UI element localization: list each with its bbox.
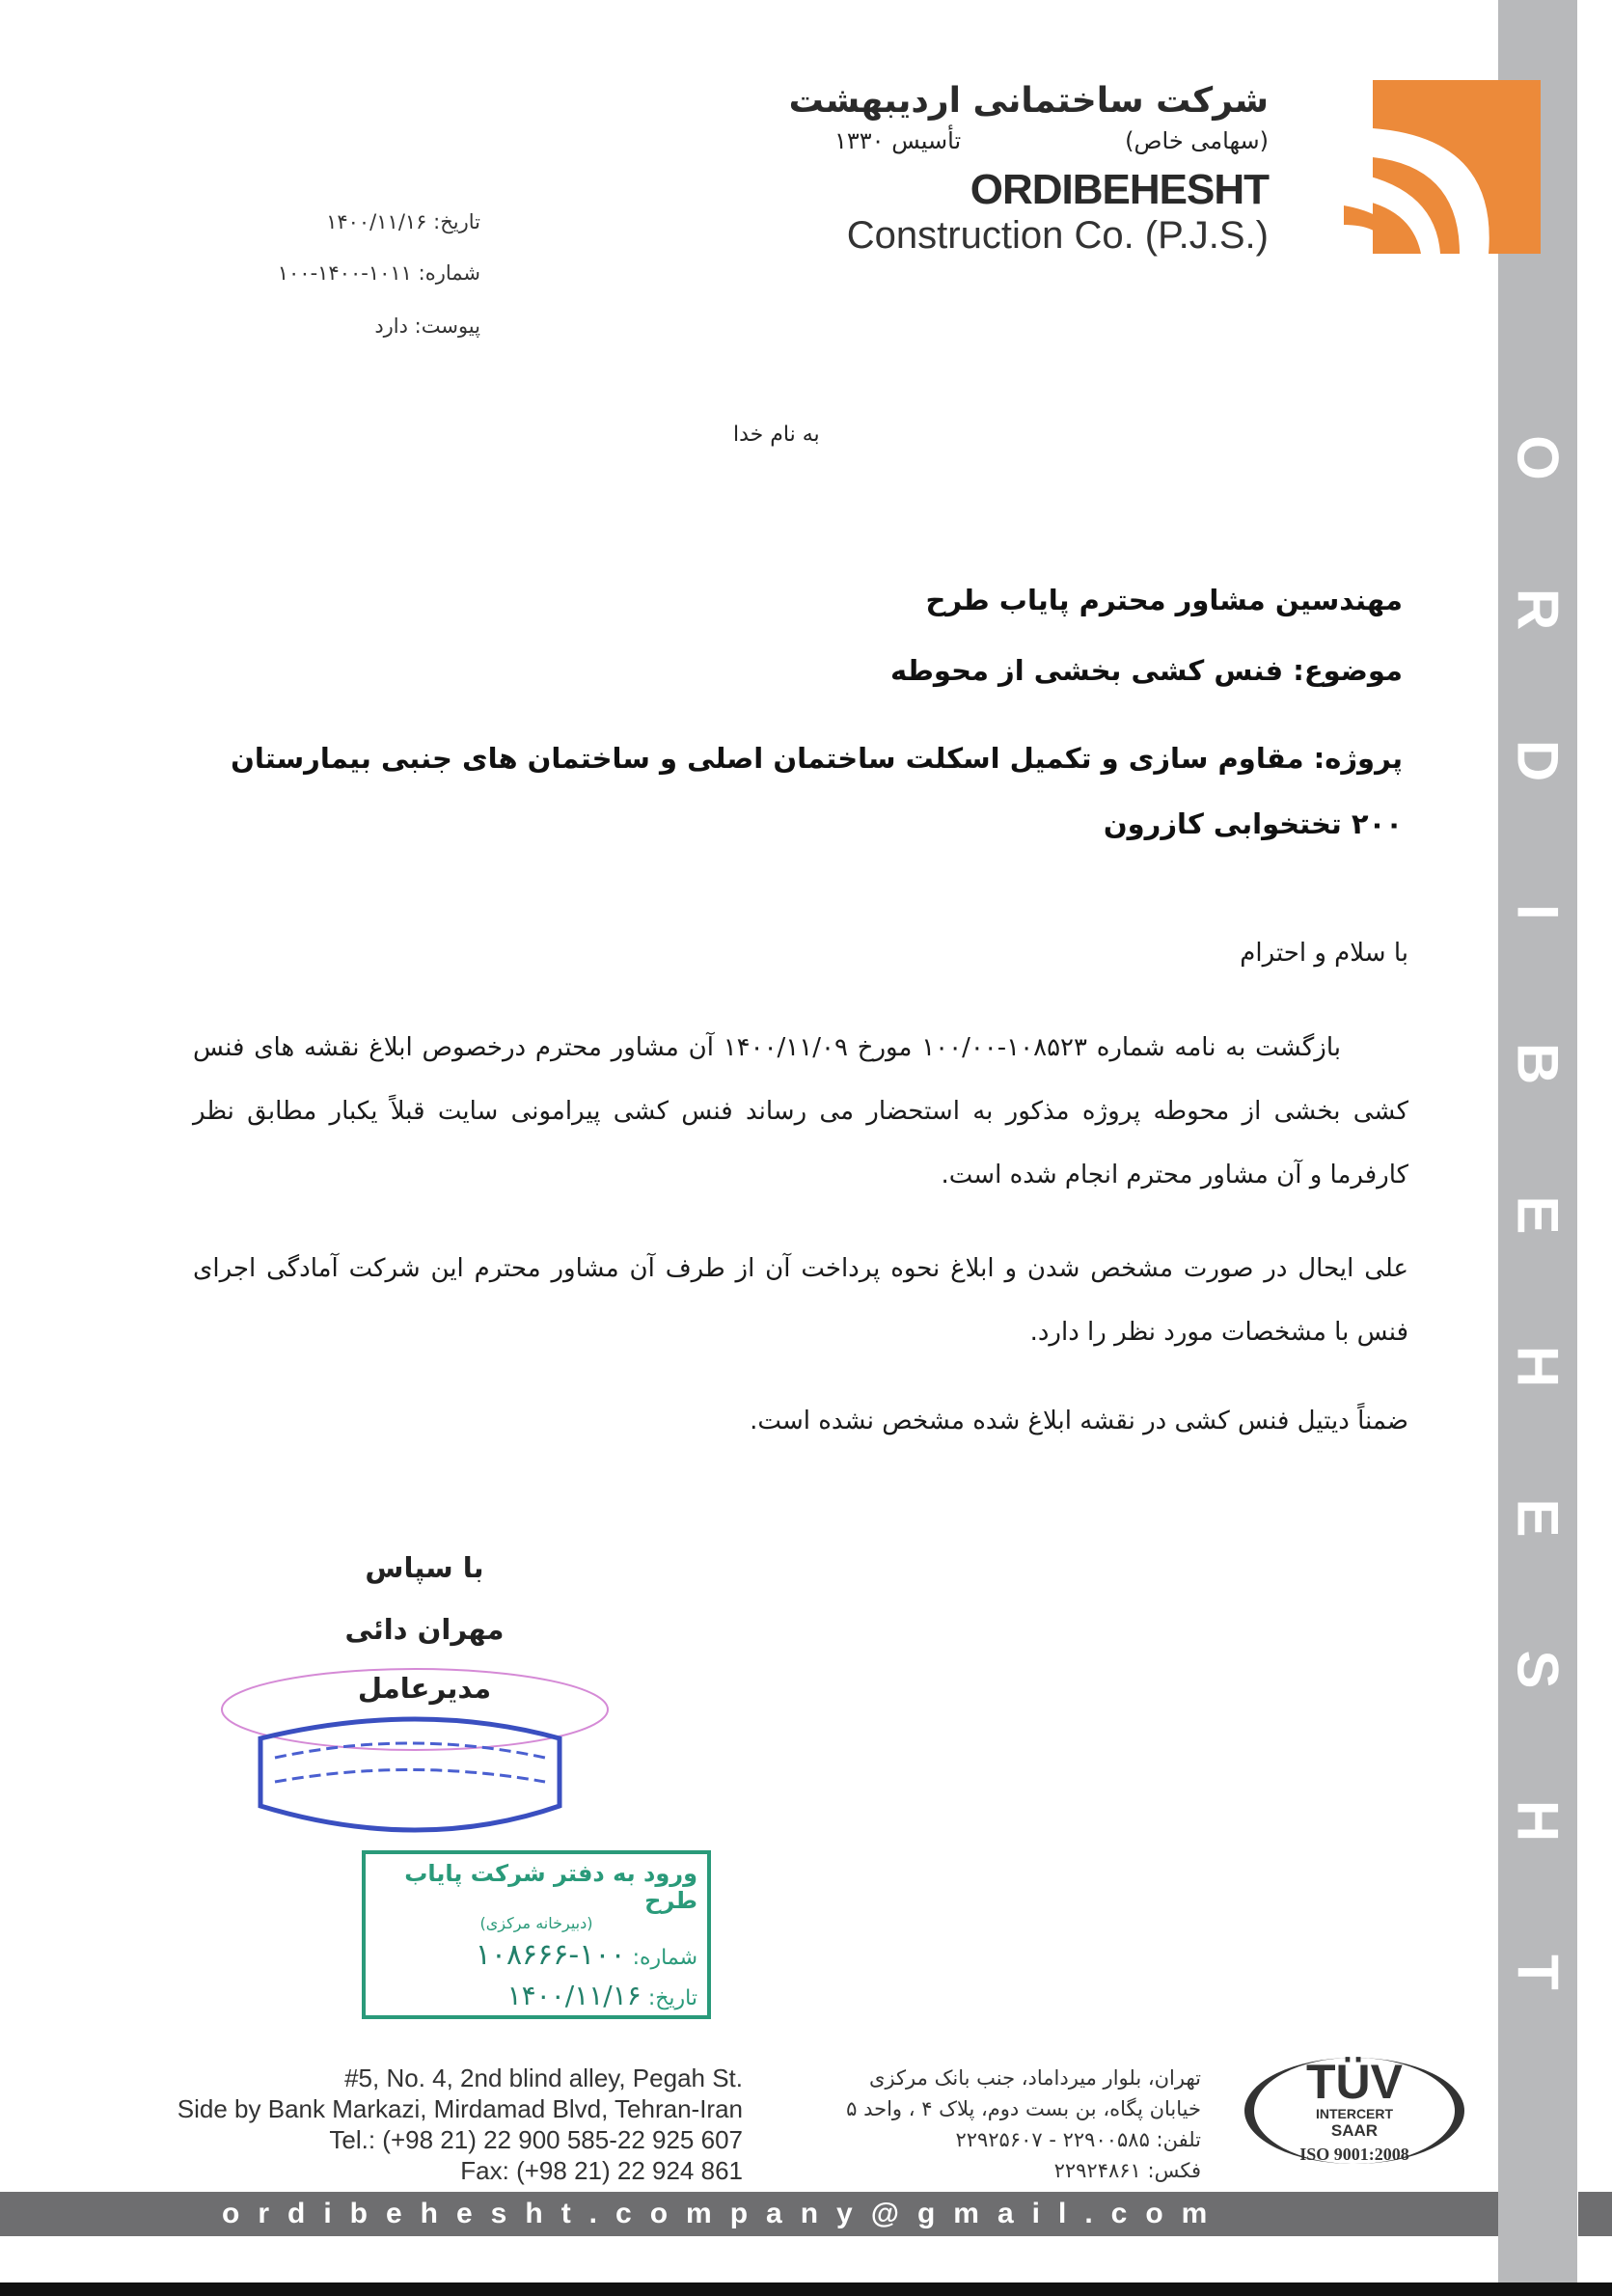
company-type: (سهامی خاص) (1125, 127, 1269, 154)
received-stamp-sub: (دبیرخانه مرکزی) (479, 1914, 593, 1932)
received-number: ۱۰۰-۱۰۸۶۶۶ (475, 1938, 626, 1972)
address-fa-line: تهران، بلوار میرداماد، جنب بانک مرکزی (869, 2066, 1201, 2090)
company-name-en: ORDIBEHESHT (970, 166, 1269, 213)
address-en-line: Side by Bank Markazi, Mirdamad Blvd, Tehran-Iran (177, 2094, 743, 2123)
email-bar: ordibehesht.company@gmail.com (0, 2192, 1498, 2236)
received-stamp-title: ورود به دفتر شرکت پایاب طرح (404, 1860, 697, 1914)
tuv-certification-logo (1244, 2055, 1464, 2183)
side-brand-letter: I (1505, 904, 1571, 920)
greeting: با سلام و احترام (1240, 939, 1408, 968)
phone-fa: تلفن: ۲۲۹۰۰۵۸۵ - ۲۲۹۲۵۶۰۷ (955, 2128, 1201, 2151)
subject: موضوع: فنس کشی بخشی از محوطه (890, 654, 1403, 687)
side-brand-letter: H (1505, 1345, 1571, 1388)
closing: با سپاس (365, 1551, 484, 1584)
received-stamp (362, 1850, 711, 2019)
side-brand-letter: O (1505, 435, 1571, 480)
letter-attachment: پیوست: دارد (374, 314, 480, 338)
phone-en: Tel.: (+98 21) 22 900 585-22 925 607 (329, 2125, 743, 2154)
address-fa (846, 2063, 1201, 2186)
fax-en: Fax: (+98 21) 22 924 861 (460, 2156, 743, 2185)
side-brand-letter: B (1505, 1042, 1571, 1085)
side-brand-letter: D (1505, 739, 1571, 782)
side-brand-letter: R (1505, 588, 1571, 631)
letter-number: شماره: ۱۰۱۱-۱۴۰۰-۱۰۰ (277, 261, 480, 285)
paragraph-1: بازگشت به نامه شماره ۱۰۸۵۲۳-۱۰۰/۰۰ مورخ ۱۴۰۰/۱۱/۰۹ آن مشاور محترم درخصوص ابلاغ نقشه های فنس کشی بخشی از محوطه پروژه مذکور به استحضار می رساند فنس کشی پیرامونی سایت قبلاً یکبار مطابق نظر کارفرما و آن مشاور محترم انجام شده است. (193, 1033, 1408, 1189)
signer-name: مهران دائی (344, 1613, 505, 1646)
fax-fa: فکس: ۲۲۹۲۴۸۶۱ (1053, 2159, 1201, 2182)
intercert-text: INTERCERT (1315, 2106, 1394, 2121)
email-bar-end (1578, 2192, 1612, 2236)
received-date: ۱۴۰۰/۱۱/۱۶ (506, 1980, 642, 2011)
company-logo (1344, 80, 1541, 257)
company-name-fa: شرکت ساختمانی اردیبهشت (788, 81, 1269, 121)
paragraph-2: علی ایحال در صورت مشخص شدن و ابلاغ نحوه پرداخت آن از طرف آن مشاور محترم این شرکت آمادگی اجرای فنس با مشخصات مورد نظر را دارد. (193, 1254, 1408, 1347)
letter-date: تاریخ: ۱۴۰۰/۱۱/۱۶ (326, 210, 480, 233)
founded-year: تأسیس ۱۳۳۰ (834, 127, 962, 154)
side-brand-letter: T (1505, 1954, 1571, 1990)
side-brand-letter: S (1505, 1650, 1571, 1689)
side-brand-letter: E (1505, 1195, 1571, 1235)
scan-border (0, 2282, 1612, 2296)
signer-title: مدیرعامل (357, 1672, 492, 1705)
saar-text: SAAR (1330, 2121, 1379, 2140)
company-stamp (217, 1661, 622, 1845)
address-en-line: #5, No. 4, 2nd blind alley, Pegah St. (344, 2064, 743, 2092)
recipient: مهندسین مشاور محترم پایاب طرح (925, 584, 1403, 616)
address-fa-line: خیابان پگاه، بن بست دوم، پلاک ۴ ، واحد ۵ (846, 2097, 1201, 2120)
side-brand-strip (1498, 0, 1577, 2296)
tuv-text: TÜV (1306, 2055, 1403, 2109)
paragraph-3: ضمناً دیتیل فنس کشی در نقشه ابلاغ شده مشخص نشده است. (750, 1407, 1408, 1435)
received-date-label: تاریخ: (647, 1986, 697, 2010)
side-brand-letter: E (1505, 1498, 1571, 1538)
iso-text: ISO 9001:2008 (1299, 2145, 1409, 2164)
company-subtitle (834, 127, 1269, 154)
bismillah: به نام خدا (733, 423, 820, 447)
side-brand-letter: H (1505, 1799, 1571, 1843)
address-en (178, 2063, 743, 2186)
company-name-en-sub: Construction Co. (P.J.S.) (846, 214, 1269, 257)
received-number-label: شماره: (632, 1946, 697, 1970)
project: پروژه: مقاوم سازی و تکمیل اسکلت ساختمان اصلی و ساختمان های جنبی بیمارستان ۲۰۰ تختخوابی کازرون (231, 742, 1403, 840)
